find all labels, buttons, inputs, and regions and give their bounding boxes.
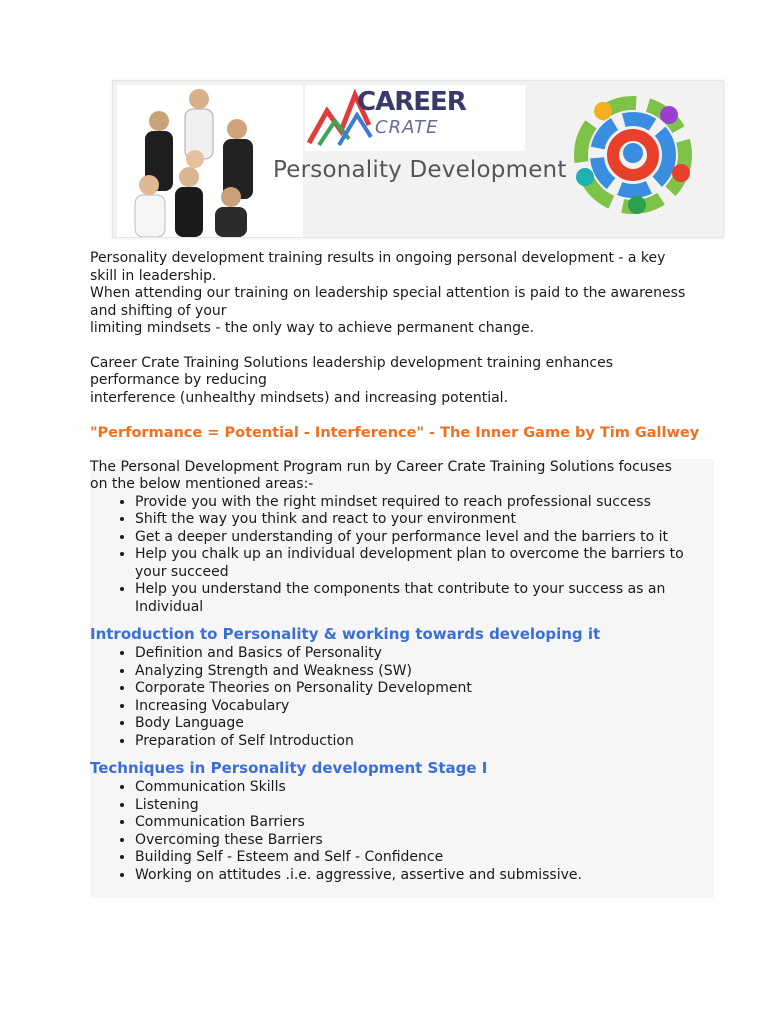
- list-item: • Shift the way you think and react to your environment: [135, 511, 714, 529]
- list-item: • Working on attitudes .i.e. aggressive, assertive and submissive.: [135, 867, 714, 885]
- list-item: • Help you chalk up an individual development plan to overcome the barriers to your succeed: [135, 546, 714, 581]
- intro-line: performance by reducing: [90, 372, 267, 388]
- program-list: [90, 494, 714, 617]
- list-item: • Help you understand the components that contribute to your success as an Individual: [135, 581, 714, 616]
- intro-line: interference (unhealthy mindsets) and increasing potential.: [90, 389, 509, 406]
- document-body: [90, 250, 714, 898]
- intro-line: Career Crate Training Solutions leadership development training enhances: [90, 354, 614, 371]
- intro-line: skill in leadership.: [90, 267, 217, 284]
- section-heading-introduction: Introduction to Personality & working towards developing it: [90, 625, 601, 643]
- list-item: • Body Language: [135, 715, 714, 733]
- list-item: • Definition and Basics of Personality: [135, 645, 714, 663]
- header-banner: [112, 80, 724, 238]
- intro-line: and shifting of your: [90, 302, 227, 319]
- intro-line: limiting mindsets - the only way to achieve permanent change.: [90, 320, 535, 336]
- logo-career-text: CAREER: [357, 87, 466, 117]
- program-section: [90, 459, 714, 899]
- program-line: The Personal Development Program run by Career Crate Training Solutions focuses: [90, 458, 672, 475]
- banner-title: Personality Development: [273, 157, 567, 183]
- logo-crate-text: CRATE: [375, 117, 439, 138]
- list-item: • Analyzing Strength and Weakness (SW): [135, 663, 714, 681]
- list-item: • Get a deeper understanding of your performance level and the barriers to it: [135, 529, 714, 547]
- program-line: on the below mentioned areas:-: [90, 476, 314, 492]
- intro-line: Personality development training results in ongoing personal development - a key: [90, 250, 666, 266]
- list-item: • Corporate Theories on Personality Development: [135, 680, 714, 698]
- techniques-list: [90, 779, 714, 884]
- list-item: • Preparation of Self Introduction: [135, 733, 714, 751]
- puzzle-ring-icon: [576, 102, 690, 214]
- list-item: • Communication Skills: [135, 779, 714, 797]
- intro-line: When attending our training on leadership special attention is paid to the awareness: [90, 285, 686, 301]
- quote-line: "Performance = Potential - Interference" - The Inner Game by Tim Gallwey: [90, 425, 700, 441]
- introduction-list: [90, 645, 714, 750]
- list-item: • Building Self - Esteem and Self - Confidence: [135, 849, 714, 867]
- list-item: • Provide you with the right mindset required to reach professional success: [135, 494, 714, 512]
- list-item: • Communication Barriers: [135, 814, 714, 832]
- section-heading-techniques: Techniques in Personality development Stage I: [90, 759, 488, 777]
- list-item: • Increasing Vocabulary: [135, 698, 714, 716]
- list-item: • Listening: [135, 797, 714, 815]
- list-item: • Overcoming these Barriers: [135, 832, 714, 850]
